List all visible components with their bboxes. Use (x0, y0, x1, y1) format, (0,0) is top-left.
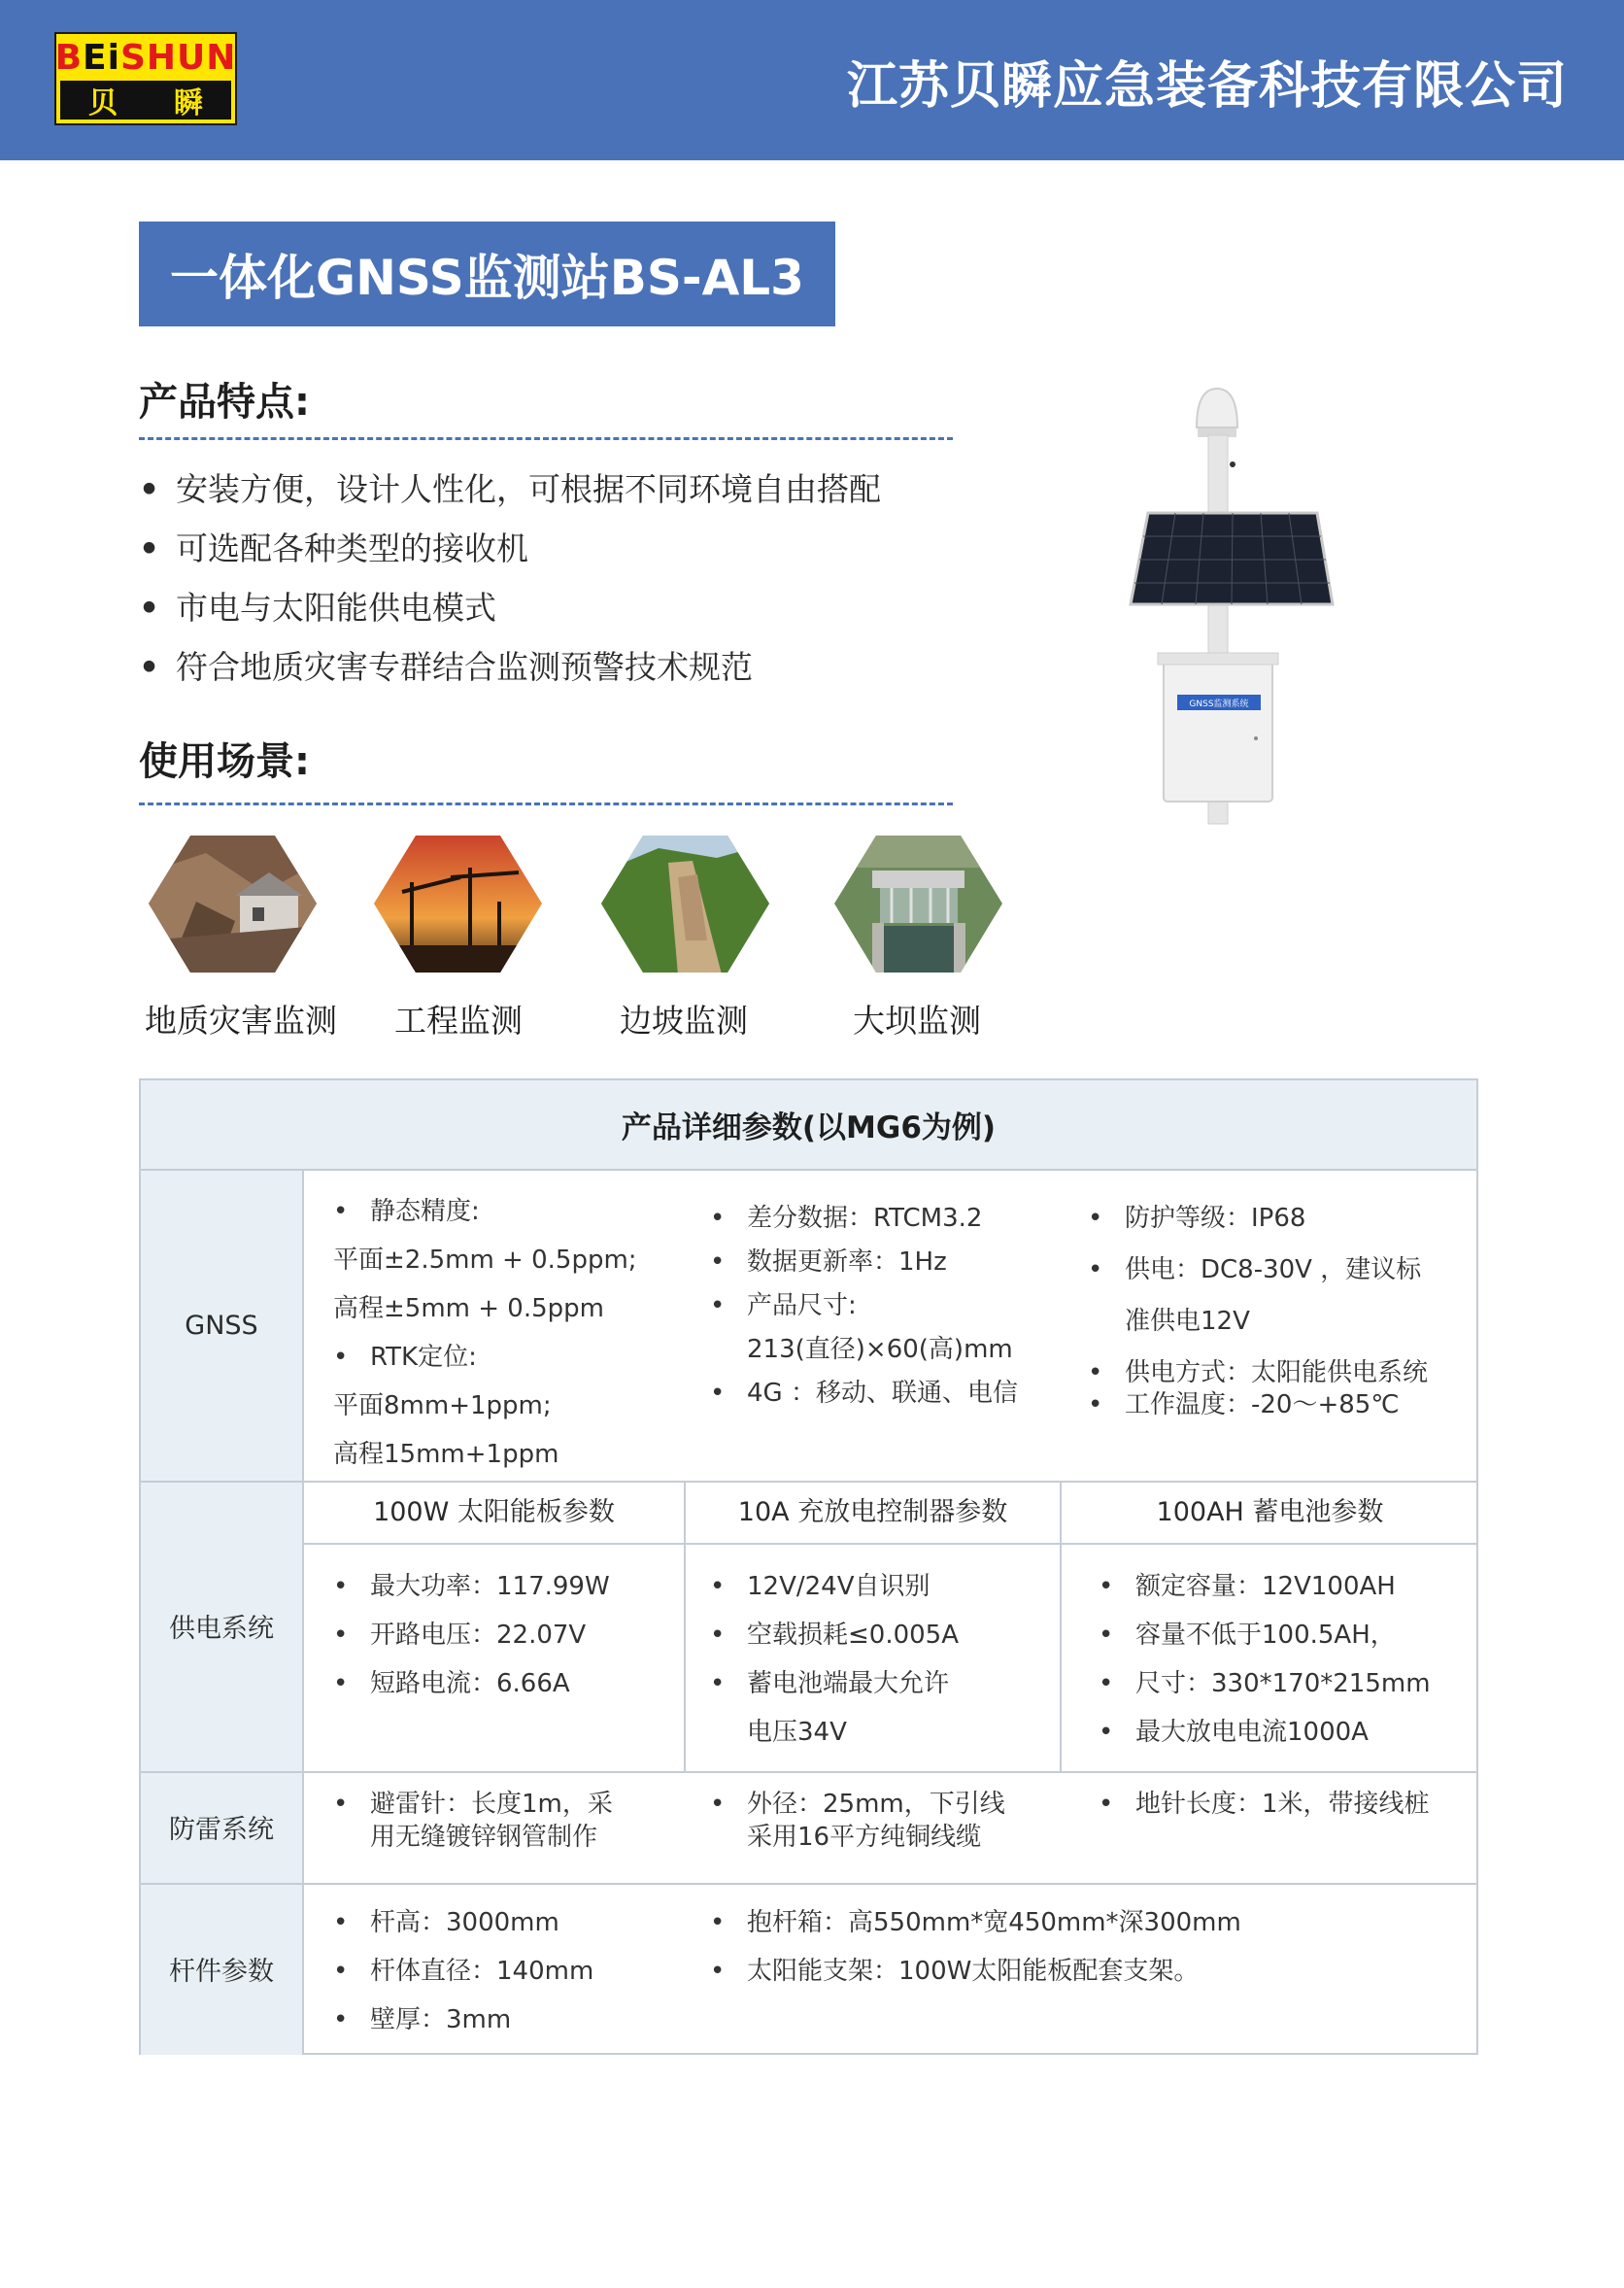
scenario-label: 工程监测 (394, 1002, 523, 1040)
brand-logo (54, 32, 237, 125)
lightning-col-2: • 外径：25mm，下引线 采用16平方纯铜线缆 (710, 1790, 1005, 1852)
table-divider (141, 1883, 1476, 1885)
controller-specs: • 12V/24V自识别 • 空载损耗≤0.005A • 蓄电池端最大允许 电压34V (710, 1572, 960, 1747)
gnss-col-3: • 防护等级：IP68 • 供电：DC8-30V ，建议标 准供电12V • 供电方式：太阳能供电系统 • 工作温度：-20～+85℃ (1088, 1204, 1429, 1419)
features-divider (139, 437, 953, 440)
solar-panel-head: 100W 太阳能板参数 (373, 1497, 615, 1527)
row-label-lightning: 防雷系统 (141, 1771, 304, 1883)
scenarios-heading: 使用场景: (139, 739, 310, 784)
solar-panel-specs: • 最大功率：117.99W • 开路电压：22.07V • 短路电流：6.66A (333, 1572, 610, 1698)
product-title: 一体化GNSS监测站BS-AL3 (139, 222, 835, 326)
pole-col-1: • 杆高：3000mm • 杆体直径：140mm • 壁厚：3mm (333, 1908, 594, 2034)
scenario-label: 地质灾害监测 (145, 1002, 337, 1040)
features-list (139, 464, 881, 701)
table-divider (141, 1481, 1476, 1483)
dam-image (833, 834, 1003, 974)
table-divider (141, 1771, 1476, 1773)
spec-table (139, 1078, 1478, 2055)
gnss-col-2: • 差分数据：RTCM3.2 • 数据更新率：1Hz • 产品尺寸: 213(直径)×60(高)mm • 4G ：移动、联通、电信 (710, 1204, 1018, 1408)
battery-head: 100AH 蓄电池参数 (1156, 1497, 1384, 1527)
geo-hazard-image (148, 834, 318, 974)
gnss-col-1: • 静态精度: 平面±2.5mm + 0.5ppm; 高程±5mm + 0.5ppm • RTK定位: 平面8mm+1ppm; 高程15mm+1ppm (333, 1197, 637, 1469)
pole-col-2: • 抱杆箱：高550mm*宽450mm*深300mm • 太阳能支架：100W太阳能板配套支架。 (710, 1908, 1241, 1986)
logo-chinese: 贝 瞬 (60, 81, 231, 120)
controller-head: 10A 充放电控制器参数 (737, 1497, 1008, 1527)
enclosure-label: GNSS监测系统 (1189, 700, 1249, 709)
scenario-label: 边坡监测 (620, 1002, 748, 1040)
row-label-pole: 杆件参数 (141, 1883, 304, 2055)
list-item: • 可选配各种类型的接收机 (139, 529, 528, 567)
features-heading: 产品特点: (139, 380, 310, 425)
lightning-col-1: • 避雷针：长度1m，采 用无缝镀锌钢管制作 (333, 1790, 613, 1852)
list-item: • 市电与太阳能供电模式 (139, 589, 496, 627)
list-item: • 安装方便，设计人性化，可根据不同环境自由搭配 (139, 470, 881, 508)
company-name: 江苏贝瞬应急装备科技有限公司 (846, 57, 1568, 116)
list-item: • 符合地质灾害专群结合监测预警技术规范 (139, 648, 753, 686)
slope-image (600, 834, 770, 974)
engineering-image (373, 834, 543, 974)
battery-specs: • 额定容量：12V100AH • 容量不低于100.5AH， • 尺寸：330*170*215mm • 最大放电电流1000A (1099, 1572, 1431, 1747)
header-bar (0, 0, 1624, 160)
row-label-power: 供电系统 (141, 1481, 304, 1771)
scenarios-divider (139, 803, 953, 805)
scenario-label: 大坝监测 (853, 1002, 981, 1040)
row-label-gnss: GNSS (141, 1171, 304, 1481)
spec-table-title: 产品详细参数(以MG6为例) (141, 1080, 1476, 1171)
lightning-col-3: • 地针长度：1米，带接线桩 (1099, 1790, 1430, 1819)
gnss-station-image (1117, 379, 1350, 826)
logo-latin: B Ei SHUN (54, 37, 237, 78)
table-divider (304, 1543, 1478, 1545)
